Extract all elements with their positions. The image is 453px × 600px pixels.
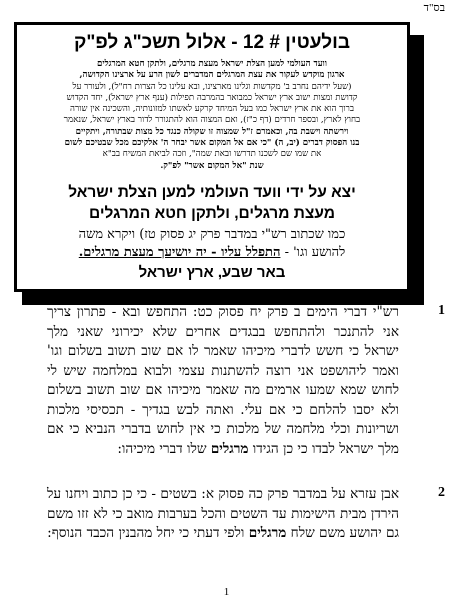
box-line-10: שנת "אל המקום אשר" לפ"ק. (160, 160, 264, 171)
entry-keyword: מרגלים (210, 440, 249, 457)
publisher-line-1: יצא על ידי וועד העולמי למען הצלת ישראל (68, 183, 356, 201)
page-number: 1 (223, 586, 230, 598)
box-line-9: את שמו שם לשכנו תדרשו ובאת שמה", וזכה לביאת המשיח בב"א (102, 149, 322, 160)
entry-1 (47, 303, 445, 459)
box-line-1: וועד העולמי למען הצלת ישראל מעצת מרגלים, ולתקן חטא המרגלים (97, 59, 327, 69)
publisher-line-2: מעצת מרגלים, ולתקן חטא המרגלים (88, 204, 336, 222)
entry-text-part: ולפי דעתי כי יחל מהבנין הכבד הנוסף: (47, 525, 249, 541)
box-line-5: ברוך הוא את ארץ ישראל כמו בעל המיחד קרקע לאשתו למזונותיה, והשכינה אין שורה (70, 104, 354, 115)
entry-number: 1 (438, 303, 445, 318)
entry-keyword: מרגלים (248, 525, 287, 541)
prayer-text: התפלל עליו - יה יושיעך מעצת מרגלים. (78, 244, 281, 260)
page-header-mark: בס"ד (423, 2, 445, 14)
entry-text (47, 303, 399, 459)
box-line-8: בנו הפסוק דברים (יב, ה) "כי אם אל המקום אשר יבחר ה' אלקיכם מכל שבטיכם לשום (64, 138, 360, 149)
entry-2 (47, 485, 445, 544)
box-line-7: וירשתה וישבת בה, וכאמרם ז"ל שמצוה זו שקולה כנגד כל מצות שבתורה, ויתקיים (75, 126, 349, 137)
box-line-6: בחוץ לארץ, ובספר חרדים (דף כ"ז), ואם המצוה הוא להתגורר לדור בארץ ישראל, שנאמר (63, 115, 361, 126)
entry-number: 2 (438, 485, 445, 500)
entry-text-part: שלו דברי מיכיהו: (117, 440, 211, 457)
box-line-4: קדושת ומצות ישוב ארץ ישראל כמבואר בהמרבה תפילות (ענף ארץ ישראל), יחד הקדוש (66, 92, 358, 103)
prayer-line (25, 244, 399, 262)
verse-line: כמו שכתוב רש"י במדבר פרק יג פסוק טז) ויקרא משה (78, 226, 346, 242)
entry-text-part: אבן עזרא על במדבר פרק כה פסוק א: בשטים - כי כן כתוב ויחנו על הירדן מבית הישימות עד השטים והכל בערבות מואב כי לא זזו משם גם יהושע משם שלח (47, 486, 399, 541)
box-line-3: (שעל ידיהם נחרב ב' מקדשות וגלינו מארצינו, ובא עלינו כל הצרות רח"ל), ולעורר על (72, 81, 352, 92)
prayer-prefix: להושע וגו' - (280, 244, 346, 260)
location-line: באר שבע, ארץ ישראל (138, 263, 286, 281)
bulletin-title: בולעטין # 12 - אלול תשכ"ג לפ"ק (73, 32, 351, 53)
box-line-2: ארגון מוקדש לעקור את עצת המרגלים המדברים לשון הרע על ארצינו הקדושה, (79, 70, 345, 81)
entry-text-part: רש"י דברי הימים ב פרק יח פסוק כט: התחפש ובא - פתרון צריך אני להתנכר ולהתחפש בבגדים אחרים שלא יכירוני שאני מלך ישראל כי חשש לדברי מיכיהו שאמר לו אם שוב תשוב בשלום וגו' ואמר ליהושפט אני רוצה להשתנות עצמי ולבוא במלחמה שיש לי לחוש שמא שמעו ארמים מה שאמר מיכיהו אם שוב תשוב בשלום ולא יסבו להלחם כי אם עלי. ואתה לבש בגדיך - תכסיסי מלכות ושריונות וכלי מלחמה של מלכות כי אין לחוש בדברי הנביא כי אם מלך ישראל לבדו כי כן הגידו (47, 304, 399, 457)
bulletin-header-box (14, 22, 410, 292)
entry-text (47, 485, 399, 544)
